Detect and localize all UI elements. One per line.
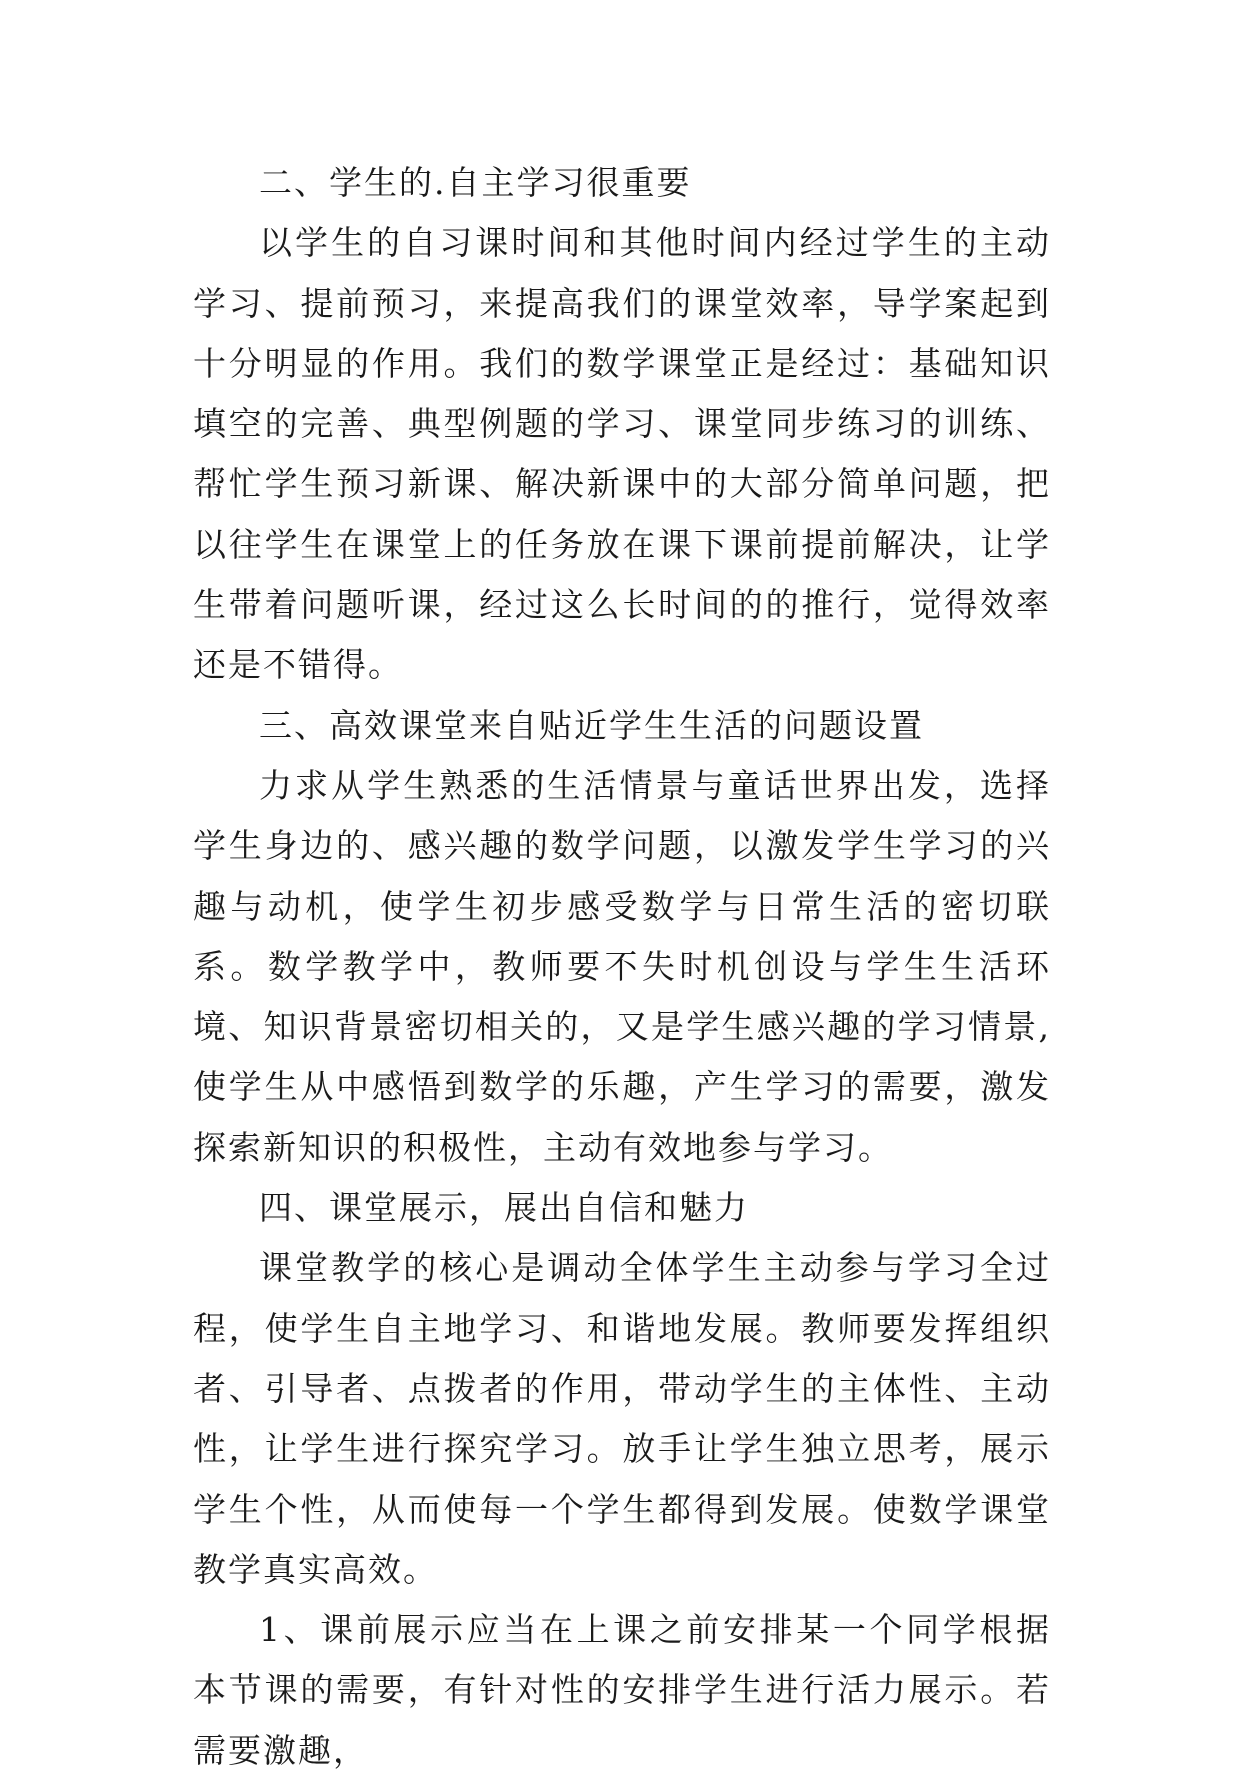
paragraph-pre-class-display: 1、课前展示应当在上课之前安排某一个同学根据本节课的需要，有针对性的安排学生进行活力展示。若需要激趣， <box>193 1610 1051 1770</box>
paragraph-self-study: 以学生的自习课时间和其他时间内经过学生的主动学习、提前预习，来提高我们的课堂效率，导学案起到十分明显的作用。我们的数学课堂正是经过：基础知识填空的完善、典型例题的学习、课堂同步练习的训练、帮忙学生预习新课、解决新课中的大部分简单问题，把以往学生在课堂上的任务放在课下课前提前解决，让学生带着问题听课，经过这么长时间的的推行，觉得效率还是不错得。 <box>193 223 1051 685</box>
section-heading-3: 三、高效课堂来自贴近学生生活的问题设置 <box>259 705 924 745</box>
section-heading-2: 二、学生的.自主学习很重要 <box>259 163 692 202</box>
document-body <box>193 153 1051 1781</box>
section-heading-4: 四、课堂展示，展出自信和魅力 <box>259 1188 749 1228</box>
paragraph-classroom-core: 课堂教学的核心是调动全体学生主动参与学习全过程，使学生自主地学习、和谐地发展。教师要发挥组织者、引导者、点拨者的作用，带动学生的主体性、主动性，让学生进行探究学习。放手让学生独立思考，展示学生个性，从而使每一个学生都得到发展。使数学课堂教学真实高效。 <box>193 1248 1051 1589</box>
paragraph-life-problems: 力求从学生熟悉的生活情景与童话世界出发，选择学生身边的、感兴趣的数学问题，以激发学生学习的兴趣与动机，使学生初步感受数学与日常生活的密切联系。数学教学中，教师要不失时机创设与学生生活环境、知识背景密切相关的，又是学生感兴趣的学习情景,使学生从中感悟到数学的乐趣，产生学习的需要，激发探索新知识的积极性，主动有效地参与学习。 <box>193 765 1051 1167</box>
